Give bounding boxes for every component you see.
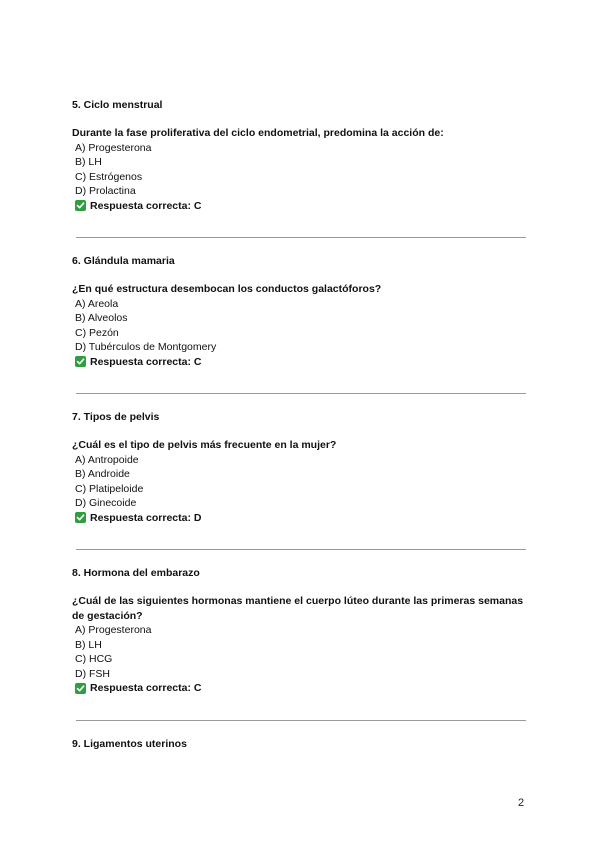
page-number: 2 (518, 797, 525, 809)
question-text: ¿En qué estructura desembocan los conductos galactóforos? (72, 283, 382, 295)
correct-answer (72, 681, 526, 696)
option-a: A) Areola (75, 297, 119, 310)
option-a: A) Antropoide (75, 453, 139, 466)
quiz-section-8 (72, 567, 526, 738)
option-b: B) Alveolos (75, 312, 128, 324)
correct-answer-text: Respuesta correcta: C (90, 355, 202, 368)
check-mark-button-icon (75, 512, 86, 523)
section-title: 5. Ciclo menstrual (72, 99, 163, 111)
quiz-section-7 (72, 411, 526, 567)
correct-answer-text: Respuesta correcta: C (90, 682, 202, 694)
correct-answer (72, 511, 526, 526)
option-c: C) Pezón (75, 326, 119, 339)
question-text: Durante la fase proliferativa del ciclo endometrial, predomina la acción de: (72, 127, 444, 139)
option-c: C) Platipeloide (75, 482, 144, 495)
option-a: A) Progesterona (75, 141, 152, 154)
quiz-content (72, 99, 526, 765)
quiz-section-9 (72, 738, 526, 751)
question-text: ¿Cuál de las siguientes hormonas mantiene el cuerpo lúteo durante las primeras semanas de gestación? (72, 595, 524, 622)
option-b: B) LH (75, 638, 102, 651)
section-title: 6. Glándula mamaria (72, 255, 175, 267)
option-b: B) LH (75, 156, 102, 168)
options-list (72, 453, 526, 511)
section-title: 9. Ligamentos uterinos (72, 737, 187, 750)
option-a: A) Progesterona (75, 624, 152, 636)
option-d: D) Ginecoide (75, 497, 137, 509)
correct-answer-text: Respuesta correcta: D (90, 511, 202, 524)
question-text: ¿Cuál es el tipo de pelvis más frecuente en la mujer? (72, 439, 337, 451)
options-list (72, 141, 526, 199)
option-c: C) Estrógenos (75, 170, 143, 183)
options-list (72, 623, 526, 681)
correct-answer (72, 355, 526, 370)
section-title: 7. Tipos de pelvis (72, 411, 160, 423)
option-c: C) HCG (75, 653, 113, 665)
section-title: 8. Hormona del embarazo (72, 567, 200, 579)
quiz-section-6 (72, 255, 526, 411)
correct-answer-text: Respuesta correcta: C (90, 199, 202, 212)
correct-answer (72, 199, 526, 214)
check-mark-button-icon (75, 356, 86, 367)
option-b: B) Androide (75, 468, 130, 480)
option-d: D) Tubérculos de Montgomery (75, 341, 217, 353)
options-list (72, 297, 526, 355)
option-d: D) Prolactina (75, 185, 136, 197)
option-d: D) FSH (75, 667, 110, 680)
check-mark-button-icon (75, 200, 86, 211)
check-mark-button-icon (75, 683, 86, 694)
quiz-section-5 (72, 99, 526, 255)
